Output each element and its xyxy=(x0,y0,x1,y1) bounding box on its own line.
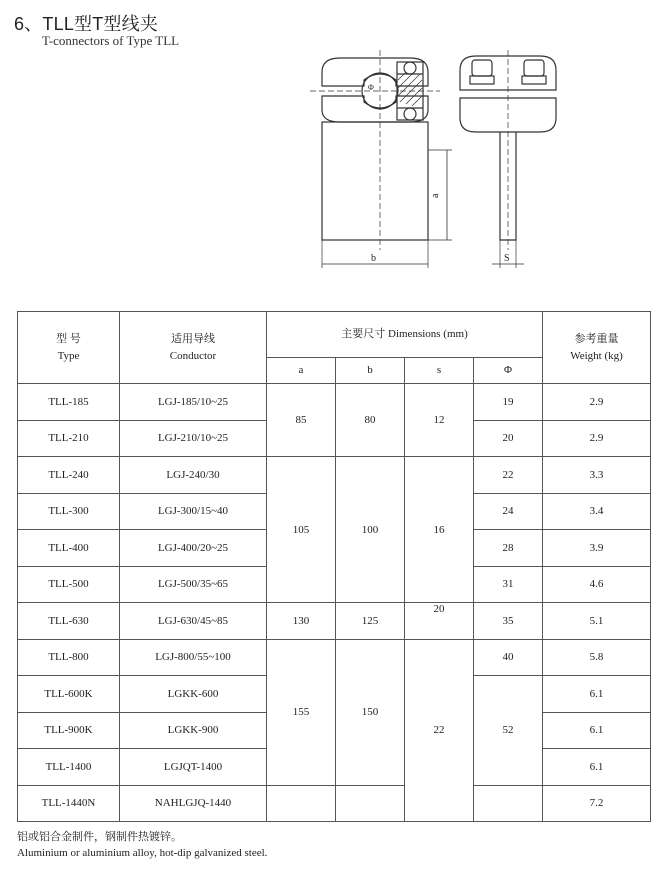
header-conductor xyxy=(120,312,267,384)
page-title: 6、TLL型T型线夹 xyxy=(14,14,159,34)
cell-weight: 6.1 xyxy=(543,712,651,749)
cell-phi: 35 xyxy=(474,603,543,640)
cell-weight: 4.6 xyxy=(543,566,651,603)
cell-phi: 52 xyxy=(474,676,543,786)
cell-conductor: LGJQT-1400 xyxy=(120,749,267,786)
cell-conductor: LGJ-400/20~25 xyxy=(120,530,267,567)
tab-plate xyxy=(322,122,428,240)
cell-conductor: LGKK-900 xyxy=(120,712,267,749)
header-weight-en: Weight (kg) xyxy=(570,349,623,362)
header-conductor-cn: 适用导线 xyxy=(171,332,215,345)
header-dimensions: 主要尺寸 Dimensions (mm) xyxy=(267,312,543,358)
cell-type: TLL-185 xyxy=(18,384,120,421)
spec-table xyxy=(17,311,651,822)
cell-s: 16 xyxy=(405,457,474,603)
cell-b: 80 xyxy=(336,384,405,457)
cell-phi: 40 xyxy=(474,639,543,676)
cell-phi: 24 xyxy=(474,493,543,530)
cell-type: TLL-300 xyxy=(18,493,120,530)
cell-weight: 7.2 xyxy=(543,785,651,822)
technical-drawing xyxy=(300,40,660,280)
cell-s: 20 xyxy=(405,603,474,640)
cell-type: TLL-630 xyxy=(18,603,120,640)
cell-a: 85 xyxy=(267,384,336,457)
cell-phi: 31 xyxy=(474,566,543,603)
header-weight xyxy=(543,312,651,384)
table-header-row xyxy=(18,312,651,358)
note-en: Aluminium or aluminium alloy, hot-dip galvanized steel. xyxy=(17,847,268,859)
cell-b: 150 xyxy=(336,639,405,785)
cell-b xyxy=(336,785,405,822)
header-b: b xyxy=(336,358,405,384)
cell-type: TLL-600K xyxy=(18,676,120,713)
cell-a: 130 xyxy=(267,603,336,640)
cell-weight: 5.1 xyxy=(543,603,651,640)
table-row xyxy=(18,603,651,640)
cell-conductor: LGJ-240/30 xyxy=(120,457,267,494)
table-row xyxy=(18,457,651,494)
cell-conductor: LGJ-630/45~85 xyxy=(120,603,267,640)
cell-conductor: NAHLGJQ-1440 xyxy=(120,785,267,822)
cell-type: TLL-1440N xyxy=(18,785,120,822)
cell-weight: 2.9 xyxy=(543,420,651,457)
table-row xyxy=(18,639,651,676)
header-type-cn: 型 号 xyxy=(56,332,81,345)
cell-conductor: LGJ-300/15~40 xyxy=(120,493,267,530)
cell-weight: 6.1 xyxy=(543,676,651,713)
cell-a xyxy=(267,785,336,822)
label-b: b xyxy=(371,253,376,264)
cell-type: TLL-400 xyxy=(18,530,120,567)
cell-conductor: LGJ-500/35~65 xyxy=(120,566,267,603)
table-row xyxy=(18,785,651,822)
page-subtitle: T-connectors of Type TLL xyxy=(42,33,180,48)
cell-phi: 22 xyxy=(474,457,543,494)
cell-conductor: LGJ-210/10~25 xyxy=(120,420,267,457)
table-row xyxy=(18,384,651,421)
cell-weight: 2.9 xyxy=(543,384,651,421)
cell-a: 155 xyxy=(267,639,336,785)
bolt-nut-bottom xyxy=(404,108,416,120)
cell-type: TLL-500 xyxy=(18,566,120,603)
header-type xyxy=(18,312,120,384)
cell-conductor: LGJ-800/55~100 xyxy=(120,639,267,676)
header-weight-cn: 参考重量 xyxy=(574,332,619,345)
cell-phi xyxy=(474,785,543,822)
cell-weight: 3.9 xyxy=(543,530,651,567)
cell-phi: 19 xyxy=(474,384,543,421)
cell-type: TLL-800 xyxy=(18,639,120,676)
header-phi: Φ xyxy=(474,358,543,384)
cell-b: 125 xyxy=(336,603,405,640)
cell-s: 12 xyxy=(405,384,474,457)
label-s: S xyxy=(504,253,510,264)
header-conductor-en: Conductor xyxy=(169,349,217,362)
cell-type: TLL-900K xyxy=(18,712,120,749)
cell-a: 105 xyxy=(267,457,336,603)
label-a: a xyxy=(430,193,441,198)
cell-type: TLL-210 xyxy=(18,420,120,457)
label-phi: Φ xyxy=(368,83,374,92)
cell-weight: 3.3 xyxy=(543,457,651,494)
cell-phi: 20 xyxy=(474,420,543,457)
cell-conductor: LGJ-185/10~25 xyxy=(120,384,267,421)
header-s: s xyxy=(405,358,474,384)
cell-weight: 3.4 xyxy=(543,493,651,530)
cell-type: TLL-1400 xyxy=(18,749,120,786)
cell-phi: 28 xyxy=(474,530,543,567)
note-cn: 铝或铝合金制件，钢制件热镀锌。 xyxy=(17,831,182,843)
notes xyxy=(17,829,267,861)
cell-weight: 5.8 xyxy=(543,639,651,676)
cell-type: TLL-240 xyxy=(18,457,120,494)
cell-weight: 6.1 xyxy=(543,749,651,786)
header-a: a xyxy=(267,358,336,384)
cell-s: 22 xyxy=(405,639,474,822)
cell-b: 100 xyxy=(336,457,405,603)
cell-conductor: LGKK-600 xyxy=(120,676,267,713)
header-type-en: Type xyxy=(57,349,80,362)
